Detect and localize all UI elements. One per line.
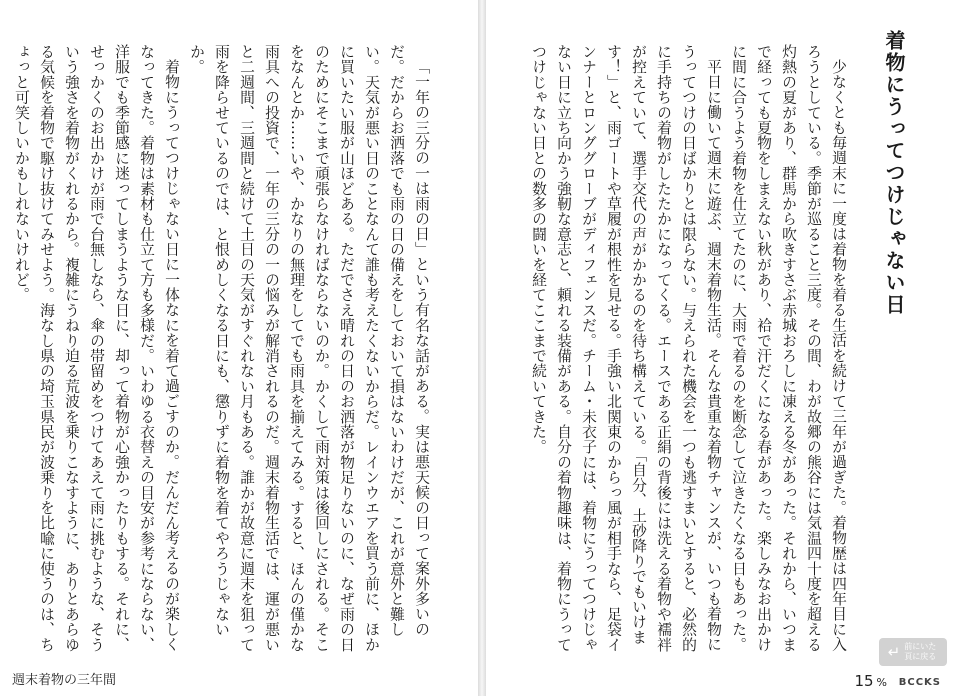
right-page [486,0,955,696]
left-paragraph-2: 着物にうってつけじゃない日に一体なにを着て過ごすのか。だんだん考えるのが楽しくなってきた。着物は素材も仕立て方も多様だ。いわゆる衣替えの目安が参考にならない、洋服でも季節感に迷ってしまうような日に、却って着物が心強かったりもする。それに、せっかくのお出かけが雨で台無しなら、傘の帯留めをつけてあえて雨に挑むような、そういう強さを着物がくれるから。複雑にうねり迫る荒波を乗りこなすように、ありとあらゆる気候を着物で駆け抜けてみせよう。海なし県の埼玉県民が波乗りを比喩に使うのは、ちょっと可笑しいかもしれないけれど。 [13,44,180,652]
chapter-title: 着物にうってつけじゃない日 [882,30,906,316]
back-button-label: 前にいた頁に戻る [904,642,937,661]
right-body-text [530,44,851,656]
brand-logo: BCCKS [898,677,941,688]
page-indicator [854,672,887,690]
page-gutter [478,0,486,696]
left-body-text [14,44,434,656]
back-to-previous-page-button[interactable] [879,638,947,666]
running-head: 週末着物の三年間 [12,673,117,688]
right-paragraph-1: 少なくとも毎週末に一度は着物を着る生活を続けて三年が過ぎた。着物歴は四年目に入ろうとしている。季節が巡ること三度。その間、わが故郷の熊谷には気温四十度を超える灼熱の夏があり、群馬から吹きすさぶ赤城おろしに凍える冬があった。それから、いつまで経っても夏物をしまえない秋があり、袷で汗だくになる春があった。楽しみなお出かけに間に合うよう着物を仕立てたのに、大雨で着るのを断念して泣きたくなる日もあった。 [730,44,847,652]
right-paragraph-2: 平日に働いて週末に遊ぶ、週末着物生活。そんな貴重な着物チャンスが、いつも着物にうってつけの日ばかりとは限らない。与えられた機会を一つも逃すまいとすると、必然的に手持ちの着物がしたたかになってくる。エースである正絹の背後には洗える着物や襦袢が控えていて、選手交代の声がかかるのを待ち構えている。「自分、土砂降りでもいけます！」と、雨ゴートや草履が根性を見せる。手強い北関東のからっ風が相手なら、足袋インナーとロンググローブがディフェンスだ。チーム・未衣子には、着物にうってつけじゃない日に立ち向かう強靭な意志と、頼れる装備がある。自分の着物趣味は、着物にうってつけじゃない日との数多の闘いを経てここまで続いてきた。 [530,44,722,652]
page-percent-sign: % [876,676,887,689]
left-paragraph-1: 「一年の三分の一は雨の日」という有名な話がある。実は悪天候の日って案外多いのだ。だからお洒落でも雨の日の備えをしておいて損はないわけだが、これが意外と難しい。天気が悪い日のことなんて誰も考えたくないからだ。レインウエアを買う前に、ほかに買いたい服が山ほどある。ただでさえ晴れの日のお洒落が物足りないのに、なぜ雨の日のためにそこまで頑張らなければならないのか。かくして雨対策は後回しにされる。そこをなんとか……いや、かなりの無理をしてでも雨具を揃えてみる。すると、ほんの僅かな雨具への投資で、一年の三分の一の悩みが解消されるのだ。週末着物生活では、運が悪いと二週間、三週間と続けて土日の天気がすぐれない月もある。誰かが故意に週末を狙って雨を降らせているのでは、と恨めしくなる日にも、懲りずに着物を着てやろうじゃないか。 [188,44,430,652]
return-arrow-icon: ↵ [887,643,901,661]
page-number: 15 [854,672,874,690]
